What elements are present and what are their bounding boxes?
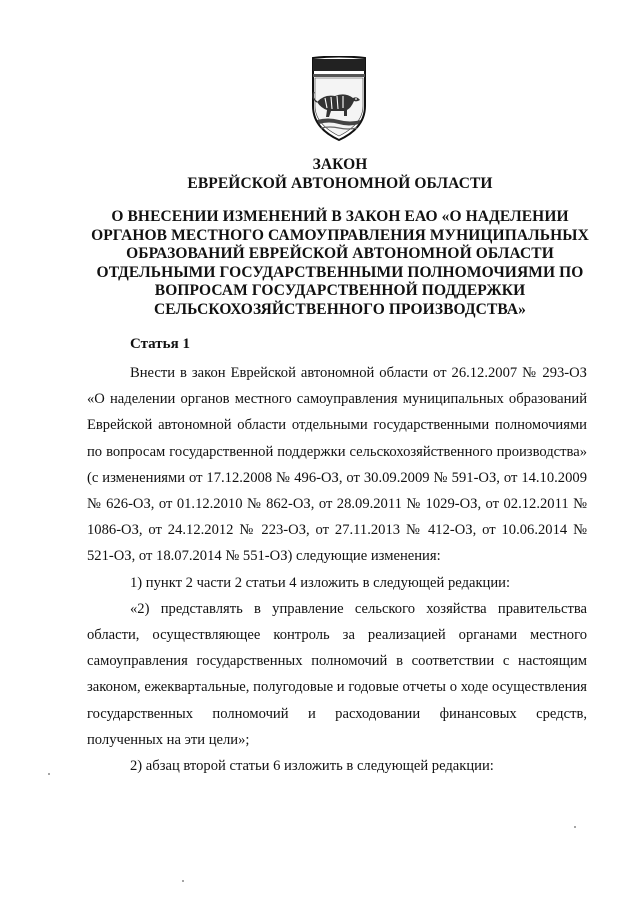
coat-of-arms-tiger-icon <box>299 56 379 142</box>
law-title <box>60 208 620 320</box>
document-heading <box>60 155 620 193</box>
paragraph-quoted-text: «2) представлять в управление сельского хозяйства правительства области, осуществляющее контроль за реализацией органами местного самоуправления государственных полномочий в соответствии с настоящим законом, ежеквартальные, полугодовые и годовые отчеты о ходе осуществления государственных полномочий и расходовании финансовых средств, полученных на эти цели»; <box>87 600 587 748</box>
paragraph-amendment-intro: Внести в закон Еврейской автономной области от 26.12.2007 № 293-ОЗ «О наделении органов местного самоуправления муниципальных образований Еврейской автономной области отдельными государственными полномочиями по вопросам государственной поддержки сельскохозяйственного производства» (с изменениями от 17.12.2008 № 496-ОЗ, от 30.09.2009 № 591-ОЗ, от 14.10.2009 № 626-ОЗ, от 01.12.2010 № 862-ОЗ, от 28.09.2011 № 1029-ОЗ, от 02.12.2011 № 1086-ОЗ, от 24.12.2012 № 223-ОЗ, от 27.11.2013 № 412-ОЗ, от 10.06.2014 № 521-ОЗ, от 18.07.2014 № 551-ОЗ) следующие изменения: <box>87 365 587 565</box>
scan-speck <box>574 826 576 828</box>
coat-of-arms-emblem <box>299 56 379 142</box>
title-line: ОТДЕЛЬНЫМИ ГОСУДАРСТВЕННЫМИ ПОЛНОМОЧИЯМИ ПО <box>96 263 584 281</box>
title-line: ОРГАНОВ МЕСТНОГО САМОУПРАВЛЕНИЯ МУНИЦИПАЛЬНЫХ <box>91 226 589 244</box>
law-label: ЗАКОН <box>312 156 368 173</box>
title-line: ОБРАЗОВАНИЙ ЕВРЕЙСКОЙ АВТОНОМНОЙ ОБЛАСТИ <box>126 245 554 263</box>
title-line: СЕЛЬСКОХОЗЯЙСТВЕННОГО ПРОИЗВОДСТВА» <box>153 300 527 318</box>
article-heading: Статья 1 <box>130 336 190 352</box>
document-body <box>87 360 587 779</box>
scan-speck <box>48 773 50 775</box>
paragraph-item-2: 2) абзац второй статьи 6 изложить в следующей редакции: <box>130 758 494 775</box>
region-name: ЕВРЕЙСКОЙ АВТОНОМНОЙ ОБЛАСТИ <box>187 175 493 192</box>
scan-speck <box>182 880 184 882</box>
title-line: О ВНЕСЕНИИ ИЗМЕНЕНИЙ В ЗАКОН ЕАО «О НАДЕЛЕНИИ <box>111 208 569 225</box>
paragraph-item-1: 1) пункт 2 части 2 статьи 4 изложить в следующей редакции: <box>130 574 511 591</box>
title-line: ВОПРОСАМ ГОСУДАРСТВЕННОЙ ПОДДЕРЖКИ <box>154 282 526 300</box>
